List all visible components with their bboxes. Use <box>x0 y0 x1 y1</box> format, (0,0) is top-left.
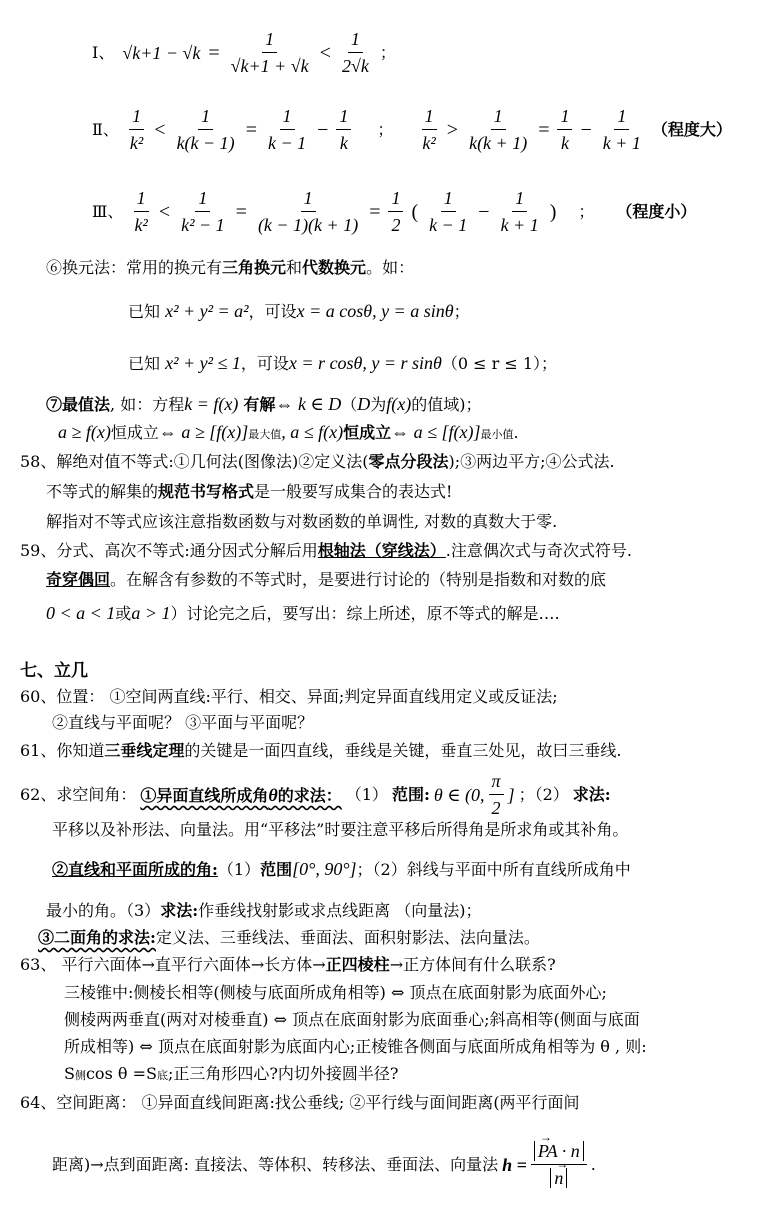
item-63-line-5: S侧cos θ =S底;正三角形四心?内切外接圆半径? <box>64 1064 399 1083</box>
roman-label-1: Ⅰ、 <box>92 42 115 62</box>
item-60-line-1: 60、位置： ①空间两直线:平行、相交、异面;判定异面直线用定义或反证法; <box>20 687 558 706</box>
item-58-line-1: 58、解绝对值不等式:①几何法(图像法)②定义法(零点分段法);③两边平方;④公式法. <box>20 452 615 471</box>
distance-formula: → PA · n → n <box>531 1140 587 1191</box>
inequality-line-2: Ⅱ、 $\frac{1}{\text{k²}}$ < $\frac{1}{k(k - 1)}$ = $\frac{1}{k - 1}$ − $\frac{1}{k}$ ； $\frac{1}{\text{k²}}$ > $\frac{1}{k(k + 1)}$ = $\frac{1}{k}$ − $\frac{1}{k + 1}$ （程度大） <box>92 106 732 154</box>
item-63-line-2: 三棱锥中:侧棱长相等(侧棱与底面所成角相等) ⇔ 顶点在底面射影为底面外心; <box>64 983 607 1002</box>
item-58-line-3: 解指对不等式应该注意指数函数与对数函数的单调性, 对数的真数大于零. <box>46 512 558 531</box>
section-title: 七、立几 <box>20 661 88 681</box>
item-59-line-3: 0 < a < 1或a > 1）讨论完之后，要写出：综上所述，原不等式的解是…. <box>46 603 560 623</box>
item-61: 61、你知道三垂线定理的关键是一面四直线，垂线是关键，垂直三处见，故曰三垂线. <box>20 741 622 760</box>
item-62-line-3: ②直线和平面所成的角:（1）范围[0°, 90°]；（2）斜线与平面中所有直线所成角中 <box>52 859 631 879</box>
degree-note-large: （程度大） <box>651 119 732 139</box>
item-60-line-2: ②直线与平面呢？ ③平面与平面呢？ <box>52 713 314 732</box>
fraction: $\frac{1}{2√k}$ <box>341 29 369 77</box>
item-64-line-1: 64、空间距离： ①异面直线间距离:找公垂线; ②平行线与面间距离(两平行面间 <box>20 1093 580 1112</box>
fraction: $\frac{1}{√k+1 + √k}$ <box>230 29 309 77</box>
roman-label-3: Ⅲ、 <box>92 201 124 221</box>
roman-label-2: Ⅱ、 <box>92 119 119 139</box>
item-62-line-5: ③二面角的求法:定义法、三垂线法、垂面法、面积射影法、法向量法。 <box>38 928 540 947</box>
inequality-line-1: Ⅰ、 √k+1 − √k = $\frac{1}{√k+1 + √k}$ < $\frac{1}{2√k}$ ； <box>92 28 396 79</box>
extremum-condition: a ≥ f(x)恒成立⇔ a ≥ [f(x)]最大值, a ≤ f(x)恒成立⇔ a ≤ [f(x)]最小值. <box>58 422 519 442</box>
item-59-line-2: 奇穿偶回。在解含有参数的不等式时，是要进行讨论的（特别是指数和对数的底 <box>46 570 607 589</box>
substitution-example-2: 已知 x² + y² ≤ 1，可设x = r cosθ, y = r sinθ（0 ≤ r ≤ 1）； <box>128 353 558 373</box>
item-62-line-1: 62、求空间角： ①异面直线所成角θ的求法： （1） 范围: θ ∈ (0, $\frac{\pi}{2}$ ] ；（2） 求法: <box>20 771 611 819</box>
item-58-line-2: 不等式的解集的规范书写格式是一般要写成集合的表达式! <box>46 482 453 501</box>
item-63-line-3: 侧棱两两垂直(两对对棱垂直) ⇔ 顶点在底面射影为底面垂心;斜高相等(侧面与底面 <box>64 1010 640 1029</box>
item-63-line-4: 所成相等) ⇔ 顶点在底面射影为底面内心;正棱锥各侧面与底面所成角相等为 θ , 则: <box>64 1037 647 1056</box>
degree-note-small: （程度小） <box>616 201 697 221</box>
substitution-example-1: 已知 x² + y² = a²，可设x = a cosθ, y = a sinθ； <box>128 301 470 321</box>
sqrt-difference: √k+1 − √k <box>122 42 201 63</box>
item-63-line-1: 63、 平行六面体→直平行六面体→长方体→正四棱柱→正方体间有什么联系? <box>20 955 556 974</box>
item-64-line-2: 距离)→点到面距离: 直接法、等体积、转移法、垂面法、向量法 h = → PA · n → n . <box>52 1140 596 1191</box>
item-62-line-2: 平移以及补形法、向量法。用“平移法”时要注意平移后所得角是所求角或其补角。 <box>52 820 629 839</box>
extremum-method: ⑦最值法, 如：方程k = f(x) 有解⇔ k ∈ D（D为f(x)的值域)； <box>46 394 482 414</box>
substitution-method: ⑥换元法：常用的换元有三角换元和代数换元。如： <box>46 258 415 277</box>
inequality-line-3: Ⅲ、 $\frac{1}{\text{k²}}$ < $\frac{1}{\text{k² − 1}}$ = $\frac{1}{(k - 1)(k + 1)}$ = $\frac{1}{2}$ ( $\frac{1}{k - 1}$ − $\frac{1}{k + 1}$ ) ； （程度小） <box>92 188 697 236</box>
item-62-line-4: 最小的角。（3）求法:作垂线找射影或求点线距离 （向量法)； <box>46 901 482 920</box>
item-59-line-1: 59、分式、高次不等式:通分因式分解后用根轴法（穿线法）.注意偶次式与奇次式符号. <box>20 541 632 560</box>
